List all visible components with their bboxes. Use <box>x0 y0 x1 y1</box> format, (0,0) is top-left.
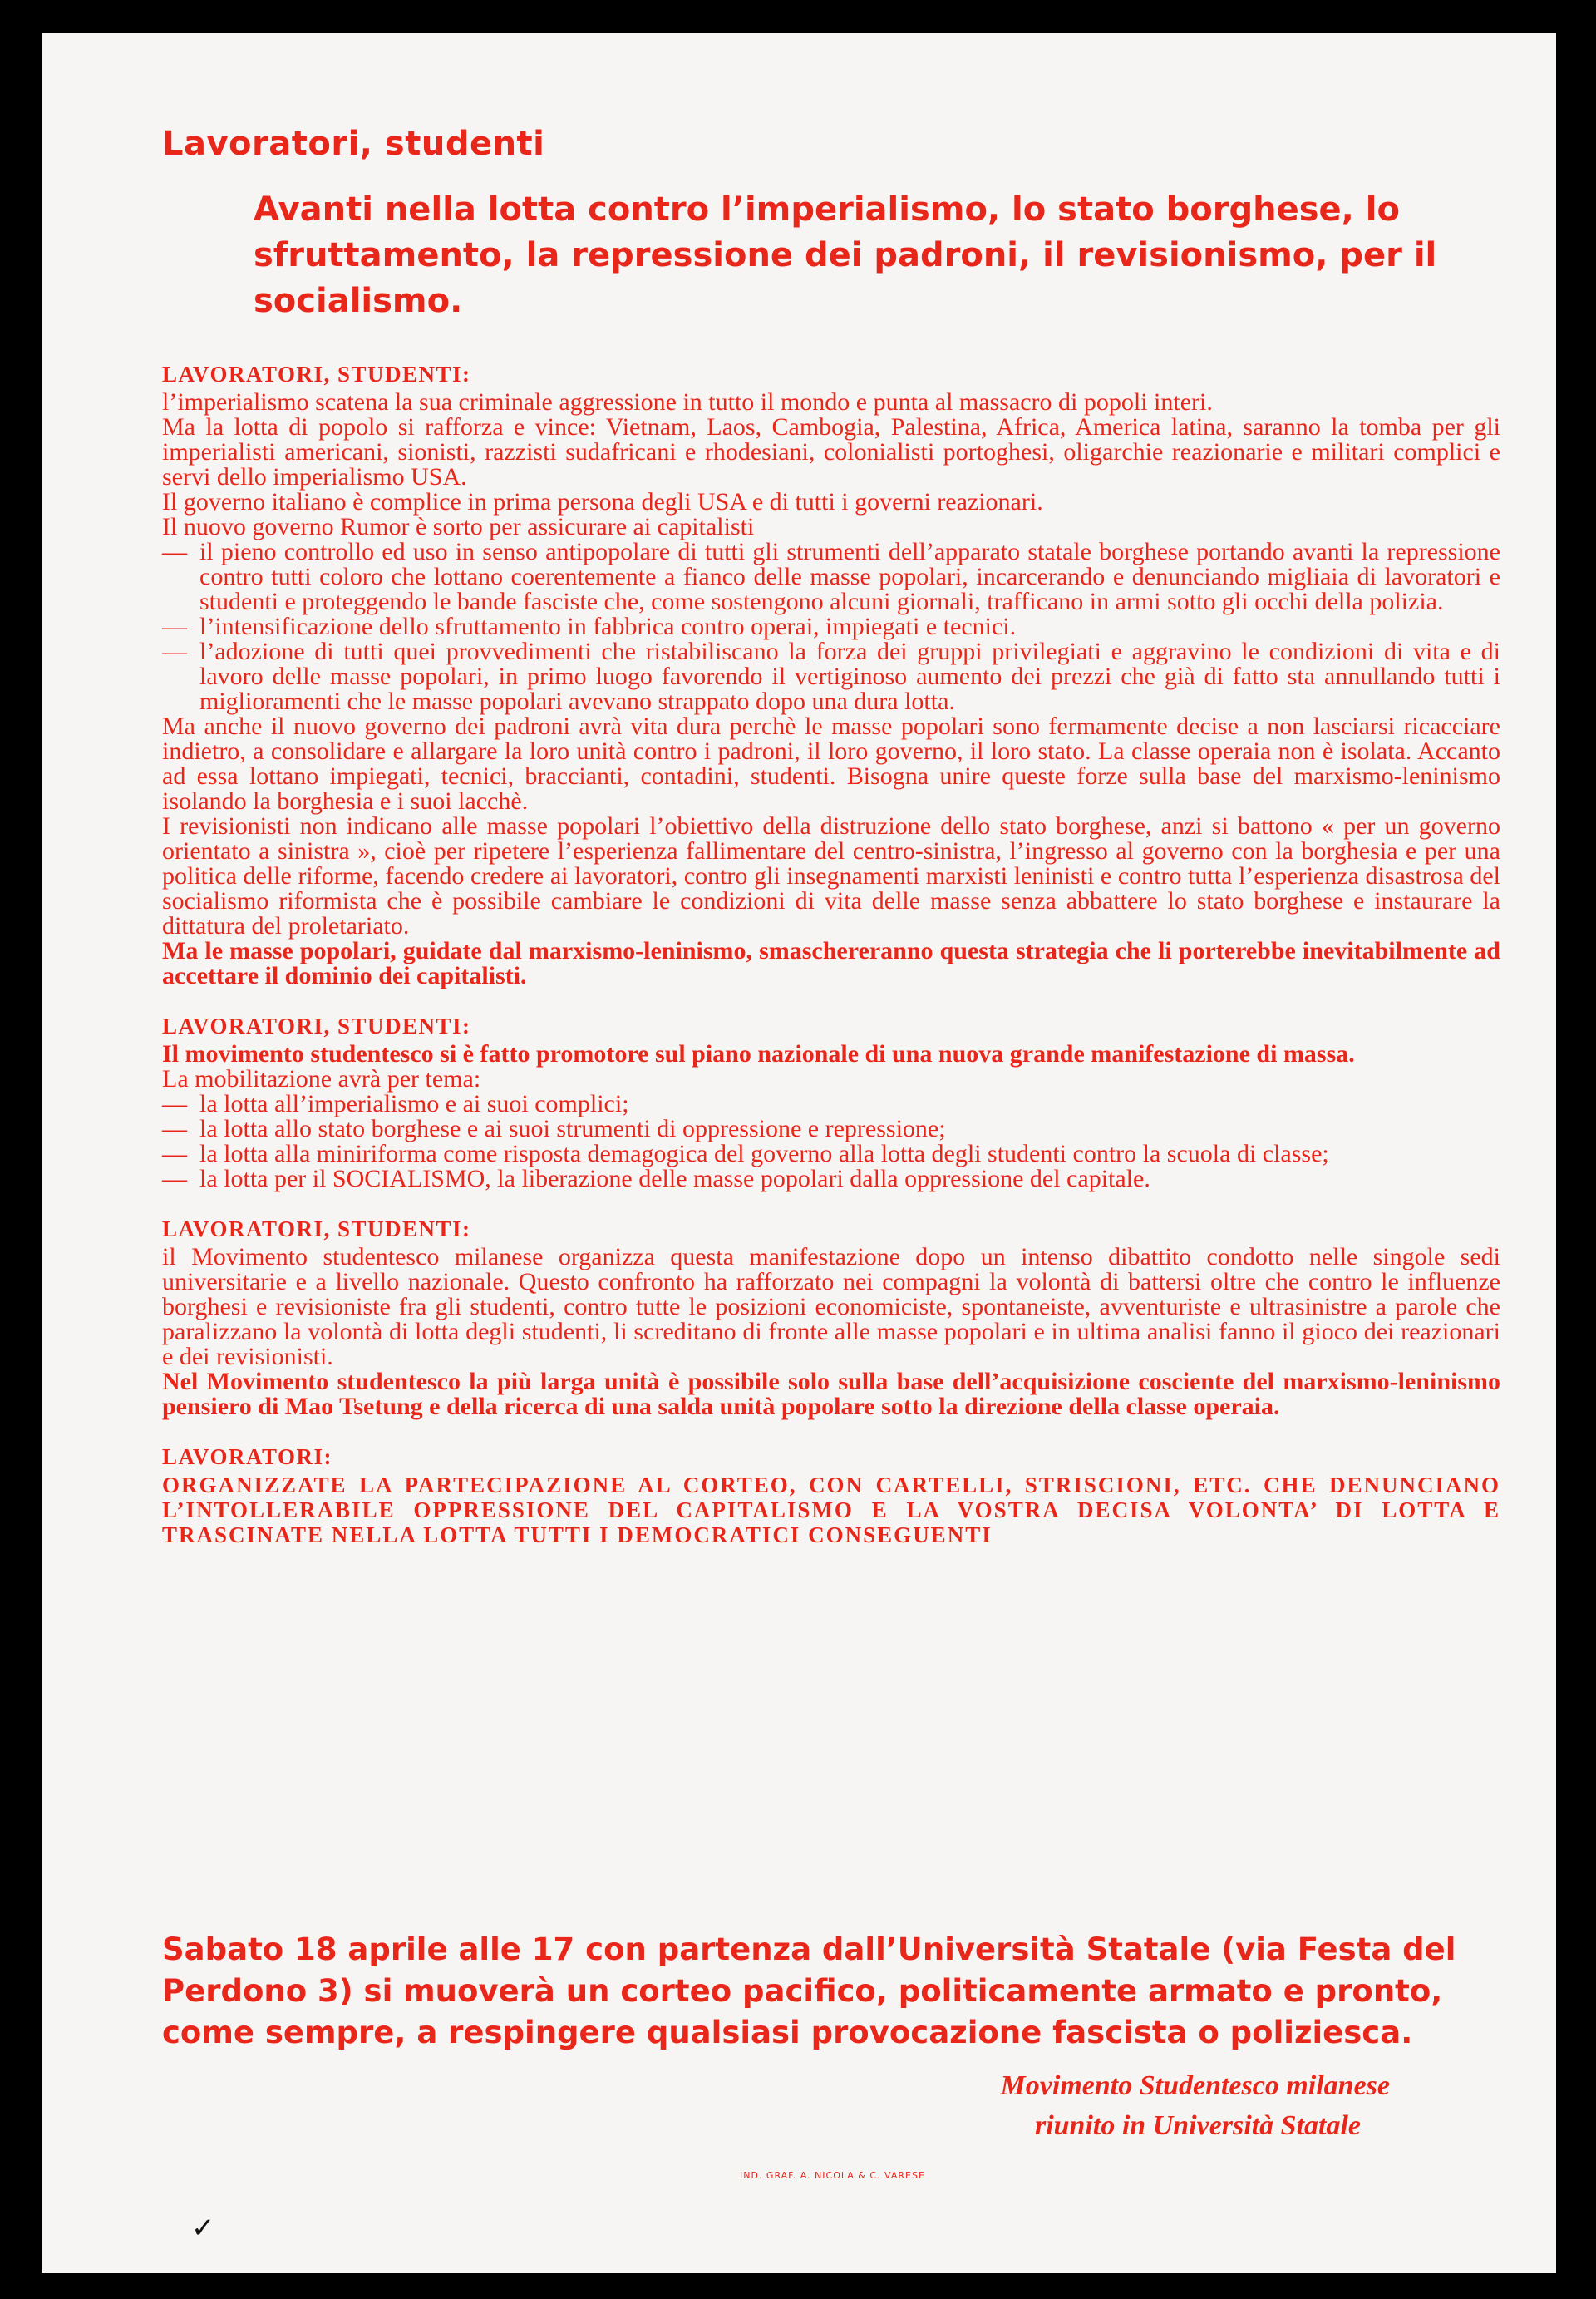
paragraph: La mobilitazione avrà per tema: <box>162 1065 481 1093</box>
paragraph: Il governo italiano è complice in prima persona degli USA e di tutti i governi reazionari. <box>162 488 1043 516</box>
list-item-text: l’intensificazione dello sfruttamento in fabbrica contro operai, impiegati e tecnici. <box>200 613 1017 640</box>
list-item <box>162 1092 1500 1117</box>
list-item <box>162 614 1500 639</box>
body-text <box>162 362 1500 1547</box>
dash-list <box>162 1092 1500 1191</box>
event-announcement: Sabato 18 aprile alle 17 con partenza dall’Università Statale (via Festa del Perdono 3) si muoverà un corteo pacifico, politicamente armato e pronto, come sempre, a respingere qualsiasi provocazione fascista o poliziesca. <box>162 1931 1456 2050</box>
list-item-text: la lotta alla miniriforma come risposta demagogica del governo alla lotta degli studenti contro la scuola di classe; <box>200 1140 1329 1167</box>
dash-marker: — <box>162 538 187 565</box>
page-title: Lavoratori, studenti <box>162 125 545 163</box>
call-to-action-caps: ORGANIZZATE LA PARTECIPAZIONE AL CORTEO, CON CARTELLI, STRISCIONI, ETC. CHE DENUNCIANO L’INTOLLERABILE OPPRESSIONE DEL CAPITALISMO E LA VOSTRA DECISA VOLONTA’ DI LOTTA E TRASCINATE NELLA LOTTA TUTTI I DEMOCRATICI CONSEGUENTI <box>162 1473 1500 1547</box>
section-heading: LAVORATORI: <box>162 1444 332 1469</box>
paragraph-bold: Nel Movimento studentesco la più larga unità è possibile solo sulla base dell’acquisizione cosciente del marxismo-leninismo pensiero di Mao Tsetung e della ricerca di una salda unità popolare sotto la direzione della classe operaia. <box>162 1368 1500 1420</box>
list-item <box>162 1142 1500 1167</box>
dash-marker: — <box>162 1140 187 1167</box>
paragraph-bold: Ma le masse popolari, guidate dal marxismo-leninismo, smaschereranno questa strategia che li porterebbe inevitabilmente ad accettare il dominio dei capitalisti. <box>162 937 1500 989</box>
list-item <box>162 639 1500 714</box>
list-item <box>162 1167 1500 1191</box>
signature-line: riunito in Università Statale <box>1034 2110 1361 2141</box>
paragraph: Ma anche il nuovo governo dei padroni avrà vita dura perchè le masse popolari sono fermamente decise a non lasciarsi ricacciare indietro, a consolidare e allargare la loro unità contro i padroni, il loro governo, il loro stato. La classe operaia non è isolata. Accanto ad essa lottano impiegati, tecnici, braccianti, contadini, studenti. Bisogna unire queste forze sulla base del marxismo-leninismo isolando la borghesia e i suoi lacchè. <box>162 713 1500 815</box>
slogan-headline: Avanti nella lotta contro l’imperialismo, lo stato borghese, lo sfruttamento, la repressione dei padroni, il revisionismo, per il socialismo. <box>254 190 1437 320</box>
list-item <box>162 1117 1500 1142</box>
dash-marker: — <box>162 638 187 665</box>
paragraph: il Movimento studentesco milanese organizza questa manifestazione dopo un intenso dibattito condotto nelle singole sedi universitarie e a livello nazionale. Questo confronto ha rafforzato nei compagni la volontà di battersi oltre che contro le influenze borghesi e revisioniste fra gli studenti, contro tutte le posizioni economiciste, spontaneiste, avventuriste e ultrasinistre a parole che paralizzano la volontà di lotta degli studenti, li screditano di fronte alle masse popolari e in ultima analisi fanno il gioco dei reazionari e dei revisionisti. <box>162 1243 1500 1370</box>
paragraph: I revisionisti non indicano alle masse popolari l’obiettivo della distruzione dello stato borghese, anzi si battono « per un governo orientato a sinistra », cioè per ripetere l’esperienza fallimentare del centro-sinistra, l’ingresso al governo con la borghesia e per una politica delle riforme, facendo credere ai lavoratori, contro gli insegnamenti marxisti leninisti e contro tutta l’esperienza disastrosa del socialismo riformista che è possibile cambiare le condizioni di vita delle masse senza abbattere lo stato borghese e instaurare la dittatura del proletariato. <box>162 812 1500 940</box>
paragraph: Il nuovo governo Rumor è sorto per assicurare ai capitalisti <box>162 513 755 540</box>
dash-marker: — <box>162 1165 187 1192</box>
paragraph: l’imperialismo scatena la sua criminale aggressione in tutto il mondo e punta al massacro di popoli interi. <box>162 388 1213 416</box>
dash-marker: — <box>162 1090 187 1117</box>
dash-marker: — <box>162 613 187 640</box>
document-page <box>42 33 1556 2273</box>
list-item-text: la lotta allo stato borghese e ai suoi strumenti di oppressione e repressione; <box>200 1115 946 1142</box>
paragraph: Ma la lotta di popolo si rafforza e vince: Vietnam, Laos, Cambogia, Palestina, Africa, America latina, saranno la tomba per gli imperialisti americani, sionisti, razzisti sudafricani e rhodesiani, colonialisti portoghesi, oligarchie reazionarie e militari complici e servi dello imperialismo USA. <box>162 413 1500 491</box>
list-item-text: il pieno controllo ed uso in senso antipopolare di tutti gli strumenti dell’apparato statale borghese portando avanti la repressione contro tutti coloro che lottano coerentemente a fianco delle masse popolari, incarcerando e denunciando migliaia di lavoratori e studenti e proteggendo le bande fasciste che, come sostengono alcuni giornali, trafficano in armi sotto gli occhi della polizia. <box>200 538 1500 615</box>
section-heading: LAVORATORI, STUDENTI: <box>162 362 471 387</box>
dash-list <box>162 540 1500 714</box>
list-item-text: la lotta all’imperialismo e ai suoi complici; <box>200 1090 629 1117</box>
list-item <box>162 540 1500 614</box>
dash-marker: — <box>162 1115 187 1142</box>
paragraph-bold: Il movimento studentesco si è fatto promotore sul piano nazionale di una nuova grande manifestazione di massa. <box>162 1040 1355 1068</box>
list-item-text: l’adozione di tutti quei provvedimenti che ristabiliscano la forza dei gruppi privilegiati e aggravino le condizioni di vita e di lavoro delle masse popolari, in primo luogo favorendo il vertiginoso aumento dei prezzi che già di fatto sta annullando tutti i miglioramenti che le masse popolari avevano strappato dopo una dura lotta. <box>200 638 1500 715</box>
signature-line: Movimento Studentesco milanese <box>1000 2070 1390 2101</box>
pen-mark-icon: ✓ <box>191 2212 215 2245</box>
section-heading: LAVORATORI, STUDENTI: <box>162 1014 471 1038</box>
signature <box>1001 2066 1390 2146</box>
section-heading: LAVORATORI, STUDENTI: <box>162 1216 471 1241</box>
printer-imprint: IND. GRAF. A. NICOLA & C. VARESE <box>740 2170 925 2181</box>
list-item-text: la lotta per il SOCIALISMO, la liberazione delle masse popolari dalla oppressione del capitale. <box>200 1165 1150 1192</box>
